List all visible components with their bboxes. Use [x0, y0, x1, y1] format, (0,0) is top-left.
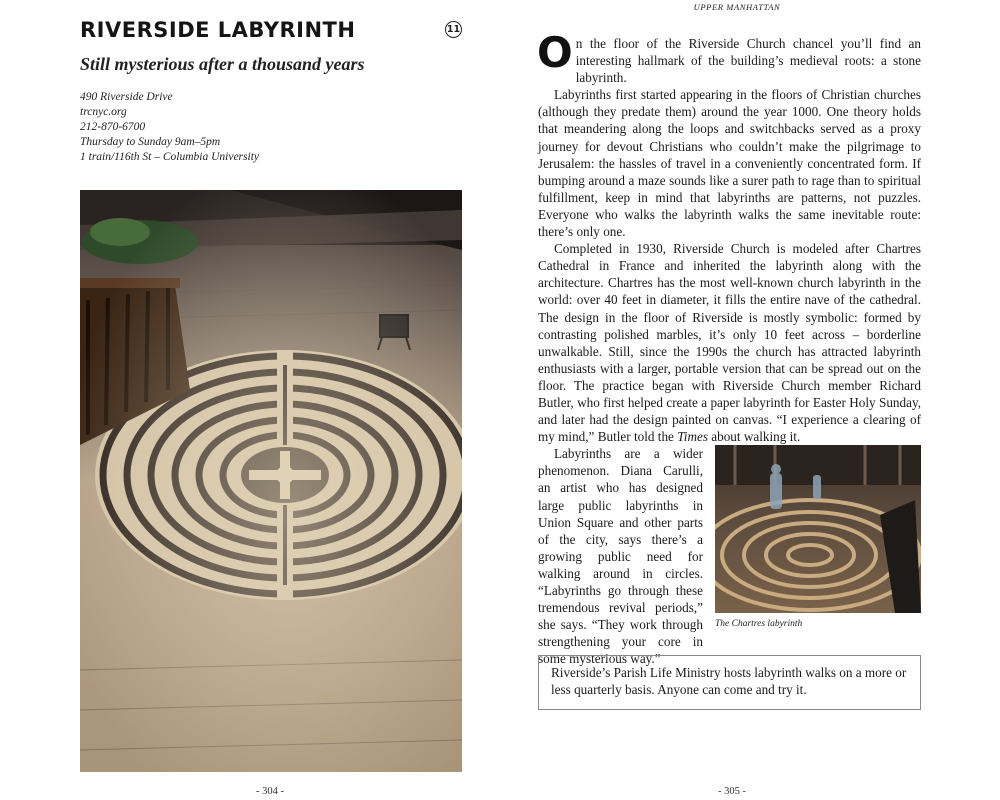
page-number-right: - 305 - — [718, 786, 746, 797]
venue-website: trcnyc.org — [80, 106, 127, 118]
entry-title: RIVERSIDE LABYRINTH — [80, 18, 356, 42]
venue-hours: Thursday to Sunday 9am–5pm — [80, 136, 221, 148]
drop-cap: O — [537, 28, 573, 77]
venue-details — [80, 90, 259, 165]
paragraph-1: On the floor of the Riverside Church chancel you’ll find an interesting hallmark of the building’s medieval roots: a stone labyrinth. — [537, 28, 921, 86]
running-head: UPPER MANHATTAN — [693, 2, 781, 12]
venue-phone: 212-870-6700 — [80, 121, 146, 133]
photo-caption: The Chartres labyrinth — [715, 619, 803, 630]
right-page — [500, 0, 1000, 800]
times-title: Times — [677, 429, 708, 445]
article-body — [537, 28, 921, 667]
venue-address: 490 Riverside Drive — [80, 91, 173, 103]
inset-figure — [715, 445, 921, 630]
chartres-labyrinth-photo — [715, 445, 921, 613]
entry-number-badge: 11 — [445, 21, 462, 38]
page-number-left: - 304 - — [256, 786, 284, 797]
paragraph-4: The Chartres labyrinth Labyrinths are a wider phenomenon. Diana Carulli, an artist who has designed large public labyrinths in Union Square and other parts of the city, says there’s a growing public need for walking around in circles. “Labyrinths go through these tremendous revival periods,” she says. “They work through strengthening your core in some mysterious way.” — [538, 445, 921, 667]
paragraph-3: Completed in 1930, Riverside Church is modeled after Chartres Cathedral in France and inherited the labyrinth along with the architecture. Chartres has the most well-known church labyrinth in the world: over 40 feet in diameter, it fills the entire nave of the cathedral. The design in the floor of Riverside is mostly symbolic: formed by contrasting polished marbles, it’s only 10 feet across – borderline unwalkable. Still, since the 1990s the church has attracted labyrinth enthusiasts with a larger, portable version that can be spread out on the floor. The practice began with Riverside Church member Richard Butler, who first helped create a paper labyrinth for Easter Holy Sunday, and later had the design painted on canvas. “I experience a clearing of my mind,” Butler told the Times about walking it. — [538, 241, 921, 445]
labyrinth-floor-photo — [80, 190, 462, 772]
entry-subtitle: Still mysterious after a thousand years — [80, 54, 365, 74]
venue-transit: 1 train/116th St – Columbia University — [80, 151, 259, 163]
paragraph-2: Labyrinths first started appearing in the floors of Christian churches (although they predate them) around the year 1000. One theory holds that meandering along the loops and switchbacks served as a proxy journey for devout Christians who couldn’t make the pilgrimage to Jerusalem: the hassles of travel in a conveniently concentrated form. If bumping around a maze sounds like a surer path to rage than to spiritual fulfillment, keep in mind that labyrinths are patterns, not puzzles. Everyone who walks the labyrinth walks the same inevitable route: there’s only one. — [538, 87, 921, 240]
info-note-box: Riverside’s Parish Life Ministry hosts labyrinth walks on a more or less quarterly basis. Anyone can come and try it. — [538, 655, 921, 710]
